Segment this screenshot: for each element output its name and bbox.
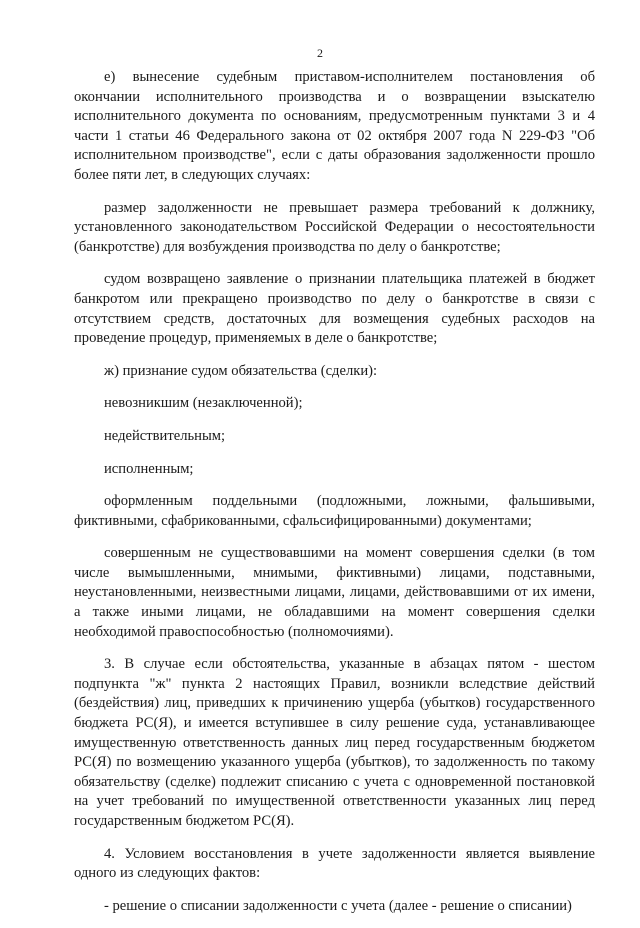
paragraph-e-case-1: размер задолженности не превышает размера требований к должнику, установленного законодательством Российской Федерации о несостоятельности (банкротстве) для возбуждения производства по делу о банкротстве; <box>74 199 595 255</box>
document-body <box>74 68 595 928</box>
paragraph-e: е) вынесение судебным приставом-исполнителем постановления об окончании исполнительного производства и о возвращении взыскателю исполнительного документа по основаниям, предусмотренным пунктами 3 и 4 части 1 статьи 46 Федерального закона от 02 октября 2007 года N 229-ФЗ "Об исполнительном производстве", если с даты образования задолженности прошло более пяти лет, в следующих случаях: <box>74 69 595 183</box>
paragraph-zh-item-2: недействительным; <box>104 427 226 444</box>
paragraph-3: 3. В случае если обстоятельства, указанные в абзацах пятом - шестом подпункта "ж" пункта 2 настоящих Правил, возникли вследствие действий (бездействия) лиц, приведших к причинению ущерба (убытков) государственного бюджета РС(Я), и имеется вступившее в силу решение суда, устанавливающее имущественную ответственность данных лиц перед государственным бюджетом РС(Я) по возмещению указанного ущерба (убытков), то задолженность по такому обязательству (сделке) подлежит списанию с учета с одновременной постановкой на учет требований по имущественной ответственности указанных лиц перед государственным бюджетом РС(Я). <box>74 656 595 829</box>
paragraph-zh-item-1: невозникшим (незаключенной); <box>104 395 303 412</box>
paragraph-zh-item-3: исполненным; <box>104 460 194 477</box>
paragraph-zh-item-5: совершенным не существовавшими на момент совершения сделки (в том числе вымышленными, мнимыми, фиктивными) лицами, подставными, неустановленными, неизвестными лицами, лицами, действовавшими от их имени, а также иными лицами, не обладавшими на момент совершения сделки необходимой правоспособностью (полномочиями). <box>74 545 595 640</box>
paragraph-zh: ж) признание судом обязательства (сделки): <box>104 362 378 379</box>
paragraph-4-item-1: - решение о списании задолженности с учета (далее - решение о списании) <box>104 897 572 914</box>
paragraph-e-case-2: судом возвращено заявление о признании плательщика платежей в бюджет банкротом или прекращено производство по делу о банкротстве в связи с отсутствием средств, достаточных для возмещения судебных расходов на проведение процедур, применяемых в деле о банкротстве; <box>74 271 595 347</box>
paragraph-4: 4. Условием восстановления в учете задолженности является выявление одного из следующих фактов: <box>74 845 595 882</box>
page-number: 2 <box>317 46 323 60</box>
paragraph-zh-item-4: оформленным поддельными (подложными, ложными, фальшивыми, фиктивными, сфабрикованными, сфальсифицированными) документами; <box>74 493 595 529</box>
